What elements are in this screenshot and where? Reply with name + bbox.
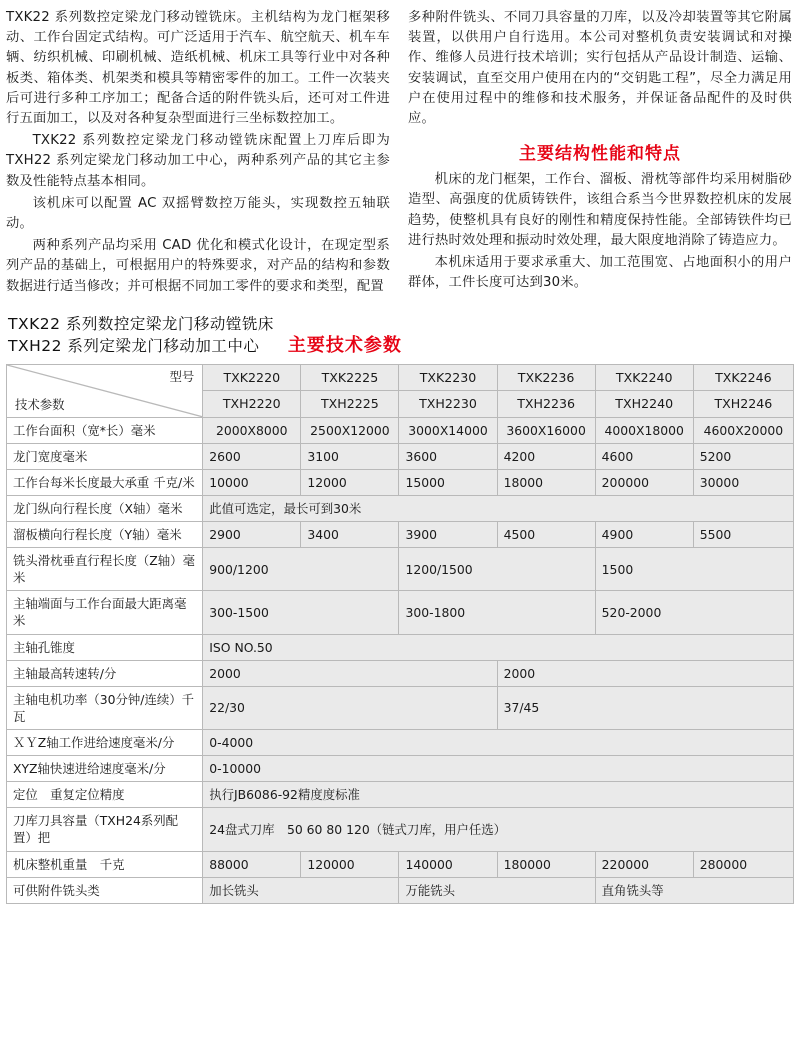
- row-value: 30000: [693, 469, 793, 495]
- row-value: 2600: [203, 443, 301, 469]
- model-k-cell: TXK2246: [693, 364, 793, 390]
- table-row: [7, 756, 794, 782]
- row-value: 3100: [301, 443, 399, 469]
- feature-paragraph: 本机床适用于要求承重大、加工范围宽、占地面积小的用户群体，工件长度可达到30米。: [408, 255, 792, 291]
- row-value-group: 2000: [203, 660, 497, 686]
- row-label: 龙门宽度毫米: [7, 443, 203, 469]
- table-row: [7, 417, 794, 443]
- left-column: [6, 8, 390, 299]
- row-label: 工作台每米长度最大承重 千克/米: [7, 469, 203, 495]
- row-value: 200000: [595, 469, 693, 495]
- corner-tech-label: 技术参数: [15, 397, 65, 413]
- table-row: [7, 495, 794, 521]
- intro-paragraph: 两种系列产品均采用 CAD 优化和模式化设计，在现定型系列产品的基础上，可根据用户的特殊要求，对产品的结构和参数数据进行适当修改；并可根据不同加工零件的要求和类型，配置: [6, 238, 390, 294]
- row-value: 2500X12000: [301, 417, 399, 443]
- table-header-row: [7, 364, 794, 390]
- intro-paragraph: TXK22 系列数控定梁龙门移动镗铣床配置上刀库后即为 TXH22 系列定梁龙门移动加工中心，两种系列产品的其它主参数及性能特点基本相同。: [6, 133, 390, 189]
- row-label: 刀库刀具容量（TXH24系列配置）把: [7, 808, 203, 851]
- row-value: 3600X16000: [497, 417, 595, 443]
- row-value-span: 0-4000: [203, 729, 794, 755]
- row-value-group: 1500: [595, 548, 793, 591]
- row-value: 120000: [301, 851, 399, 877]
- row-value: 4900: [595, 521, 693, 547]
- row-value: 2000X8000: [203, 417, 301, 443]
- model-k-cell: TXK2220: [203, 364, 301, 390]
- row-value-span: 此值可选定，最长可到30米: [203, 495, 794, 521]
- row-value: 18000: [497, 469, 595, 495]
- row-value-group: 37/45: [497, 686, 793, 729]
- table-row: [7, 808, 794, 851]
- row-value-group: 520-2000: [595, 591, 793, 634]
- row-value-span: 0-10000: [203, 756, 794, 782]
- row-label: 主轴端面与工作台面最大距离毫米: [7, 591, 203, 634]
- model-k-cell: TXK2230: [399, 364, 497, 390]
- row-value: 140000: [399, 851, 497, 877]
- model-h-cell: TXH2246: [693, 391, 793, 417]
- row-label: 主轴电机功率（30分钟/连续）千瓦: [7, 686, 203, 729]
- model-k-cell: TXK2236: [497, 364, 595, 390]
- table-row: [7, 469, 794, 495]
- model-h-cell: TXH2220: [203, 391, 301, 417]
- spec-red-title: 主要技术参数: [287, 334, 402, 356]
- intro-paragraph: 该机床可以配置 AC 双摇臂数控万能头，实现数控五轴联动。: [6, 195, 390, 232]
- row-label: 主轴孔锥度: [7, 634, 203, 660]
- row-value-group: 900/1200: [203, 548, 399, 591]
- spec-title-line1: TXK22 系列数控定梁龙门移动镗铣床: [8, 314, 274, 333]
- row-label: 铣头滑枕垂直行程长度（Z轴）毫米: [7, 548, 203, 591]
- model-h-cell: TXH2236: [497, 391, 595, 417]
- row-value-group: 1200/1500: [399, 548, 595, 591]
- table-row: [7, 591, 794, 634]
- row-value: 4600: [595, 443, 693, 469]
- table-row: [7, 729, 794, 755]
- table-row: [7, 686, 794, 729]
- spec-table: [6, 364, 794, 904]
- row-value: 15000: [399, 469, 497, 495]
- row-value: 5500: [693, 521, 793, 547]
- row-value: 220000: [595, 851, 693, 877]
- row-value: 180000: [497, 851, 595, 877]
- model-h-cell: TXH2240: [595, 391, 693, 417]
- table-row: [7, 877, 794, 903]
- row-value: 2900: [203, 521, 301, 547]
- intro-columns: [6, 8, 794, 299]
- row-value-span: ISO NO.50: [203, 634, 794, 660]
- spec-table-heading: [8, 313, 794, 358]
- row-label: 龙门纵向行程长度（X轴）毫米: [7, 495, 203, 521]
- row-label: ＸＹZ轴工作进给速度毫米/分: [7, 729, 203, 755]
- row-value: 12000: [301, 469, 399, 495]
- row-value-group: 2000: [497, 660, 793, 686]
- row-label: 溜板横向行程长度（Y轴）毫米: [7, 521, 203, 547]
- table-row: [7, 548, 794, 591]
- table-row: [7, 634, 794, 660]
- row-value-group: 300-1500: [203, 591, 399, 634]
- row-label: 定位 重复定位精度: [7, 782, 203, 808]
- row-value: 4500: [497, 521, 595, 547]
- row-value-group: 加长铣头: [203, 877, 399, 903]
- row-value: 280000: [693, 851, 793, 877]
- row-value-group: 直角铣头等: [595, 877, 793, 903]
- table-corner-cell: [7, 364, 203, 417]
- row-value-span: 24盘式刀库 50 60 80 120（链式刀库，用户任选）: [203, 808, 794, 851]
- table-row: [7, 521, 794, 547]
- row-label: 工作台面积（宽*长）毫米: [7, 417, 203, 443]
- row-value: 4000X18000: [595, 417, 693, 443]
- intro-paragraph: 多种附件铣头、不同刀具容量的刀库，以及冷却装置等其它附属装置，以供用户自行选用。本公司对整机负责安装调试和对操作、维修人员进行技术培训；实行包括从产品设计制造、运输、安装调试，直至交用户使用在内的“交钥匙工程”，尽全力满足用户在使用过程中的维修和技术服务，并保证备品配件的及时供应。: [408, 10, 792, 127]
- row-value: 3400: [301, 521, 399, 547]
- features-heading: 主要结构性能和特点: [519, 144, 681, 165]
- row-value: 3000X14000: [399, 417, 497, 443]
- row-value: 88000: [203, 851, 301, 877]
- row-label: 可供附件铣头类: [7, 877, 203, 903]
- row-value: 3900: [399, 521, 497, 547]
- row-value-group: 万能铣头: [399, 877, 595, 903]
- row-value-span: 执行JB6086-92精度度标准: [203, 782, 794, 808]
- table-row: [7, 851, 794, 877]
- row-label: 机床整机重量 千克: [7, 851, 203, 877]
- feature-paragraph: 机床的龙门框架，工作台、溜板、滑枕等部件均采用树脂砂造型、高强度的优质铸铁件，该组合系当今世界数控机床的发展趋势，使整机具有良好的刚性和精度保持性能。全部铸铁件均已进行热时效处理和振动时效处理，最大限度地消除了铸造应力。: [408, 172, 792, 248]
- model-k-cell: TXK2240: [595, 364, 693, 390]
- corner-model-label: 型号: [169, 368, 195, 384]
- table-row: [7, 660, 794, 686]
- intro-paragraph: TXK22 系列数控定梁龙门移动镗铣床。主机结构为龙门框架移动、工作台固定式结构。可广泛适用于汽车、航空航天、机车车辆、纺织机械、印刷机械、造纸机械、机床工具等行业中对各种板类、箱体类、机架类和模具等精密零件的加工。工件一次装夹后可进行多种工序加工；配备合适的附件铣头后，还可对工件进行五面加工，以及对各种复杂型面进行三坐标数控加工。: [6, 10, 390, 127]
- table-row: [7, 782, 794, 808]
- model-h-cell: TXH2230: [399, 391, 497, 417]
- table-row: [7, 443, 794, 469]
- model-k-cell: TXK2225: [301, 364, 399, 390]
- row-value-group: 22/30: [203, 686, 497, 729]
- spec-title-block: [8, 313, 274, 358]
- row-value: 5200: [693, 443, 793, 469]
- spec-title-line2: TXH22 系列定梁龙门移动加工中心: [8, 337, 260, 356]
- row-value: 10000: [203, 469, 301, 495]
- right-column: [408, 8, 792, 295]
- row-value: 3600: [399, 443, 497, 469]
- row-value: 4200: [497, 443, 595, 469]
- row-value-group: 300-1800: [399, 591, 595, 634]
- model-h-cell: TXH2225: [301, 391, 399, 417]
- row-value: 4600X20000: [693, 417, 793, 443]
- row-label: 主轴最高转速转/分: [7, 660, 203, 686]
- row-label: XYZ轴快速进给速度毫米/分: [7, 756, 203, 782]
